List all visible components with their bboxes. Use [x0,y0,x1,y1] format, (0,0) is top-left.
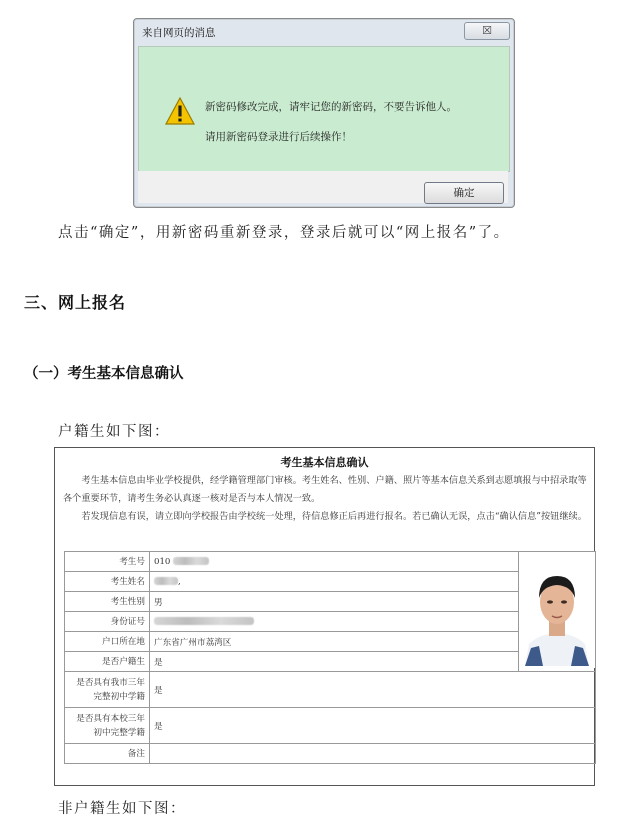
resident-caption: 户籍生如下图： [58,424,170,440]
student-photo-image [521,562,593,666]
row-label-is-resident: 是否户籍生 [65,652,150,672]
dialog-footer [138,171,508,203]
row-label-remarks: 备注 [65,744,150,764]
table-row [65,652,596,672]
dialog-message-line1: 新密码修改完成，请牢记您的新密码，不要告诉他人。 [205,101,457,113]
instruction-paragraph: 点击“确定”，用新密码重新登录，登录后就可以“网上报名”了。 [58,225,510,241]
redacted-blur [173,557,209,565]
row-label-candidate-number: 考生号 [65,552,150,572]
row-label-city-school-record: 是否具有我市三年完整初中学籍 [65,672,150,708]
row-label-school-record: 是否具有本校三年初中完整学籍 [65,708,150,744]
subsection-heading: （一）考生基本信息确认 [24,365,184,382]
form-intro-paragraph-1: 考生基本信息由毕业学校提供，经学籍管理部门审核。考生姓名、性别、户籍、照片等基本信息关系到志愿填报与中招录取等各个重要环节，请考生务必认真逐一核对是否与本人情况一致。 [63,475,587,504]
row-value-is-resident: 是 [150,652,519,672]
dialog-body [138,46,510,172]
message-dialog [133,18,515,208]
photo-cell [519,552,596,672]
row-value-household-location: 广东省广州市荔湾区 [150,632,519,652]
table-row [65,552,596,572]
table-row [65,612,596,632]
row-label-gender: 考生性别 [65,592,150,612]
form-title: 考生基本信息确认 [280,456,369,469]
info-table [64,551,596,764]
dialog-title: 来自网页的消息 [142,27,216,39]
form-intro-paragraph-2: 若发现信息有误，请立即向学校报告由学校统一处理，待信息修正后再进行报名。若已确认无误，点击“确认信息”按钮继续。 [81,511,587,522]
row-value-candidate-number: 010 [150,552,519,572]
row-value-remarks [150,744,596,764]
row-value-name: , [150,572,519,592]
dialog-close-button[interactable]: ☒ [464,22,510,40]
dialog-titlebar [134,19,514,45]
row-label-name: 考生姓名 [65,572,150,592]
ok-button[interactable]: 确定 [424,182,504,204]
row-value-school-record: 是 [150,708,596,744]
table-row [65,632,596,652]
section-heading: 三、网上报名 [24,293,127,312]
row-value-id-number [150,612,519,632]
row-value-city-school-record: 是 [150,672,596,708]
redacted-blur [154,617,254,625]
row-label-id-number: 身份证号 [65,612,150,632]
non-resident-caption: 非户籍生如下图： [58,801,186,817]
student-photo [519,552,595,668]
form-intro [63,472,587,526]
table-row [65,744,596,764]
table-row [65,708,596,744]
redacted-blur [154,577,178,585]
row-value-gender: 男 [150,592,519,612]
dialog-message-line2: 请用新密码登录进行后续操作！ [205,131,352,143]
row-label-household-location: 户口所在地 [65,632,150,652]
table-row [65,572,596,592]
warning-icon [165,97,195,125]
student-info-form [54,447,595,786]
table-row [65,672,596,708]
table-row [65,592,596,612]
